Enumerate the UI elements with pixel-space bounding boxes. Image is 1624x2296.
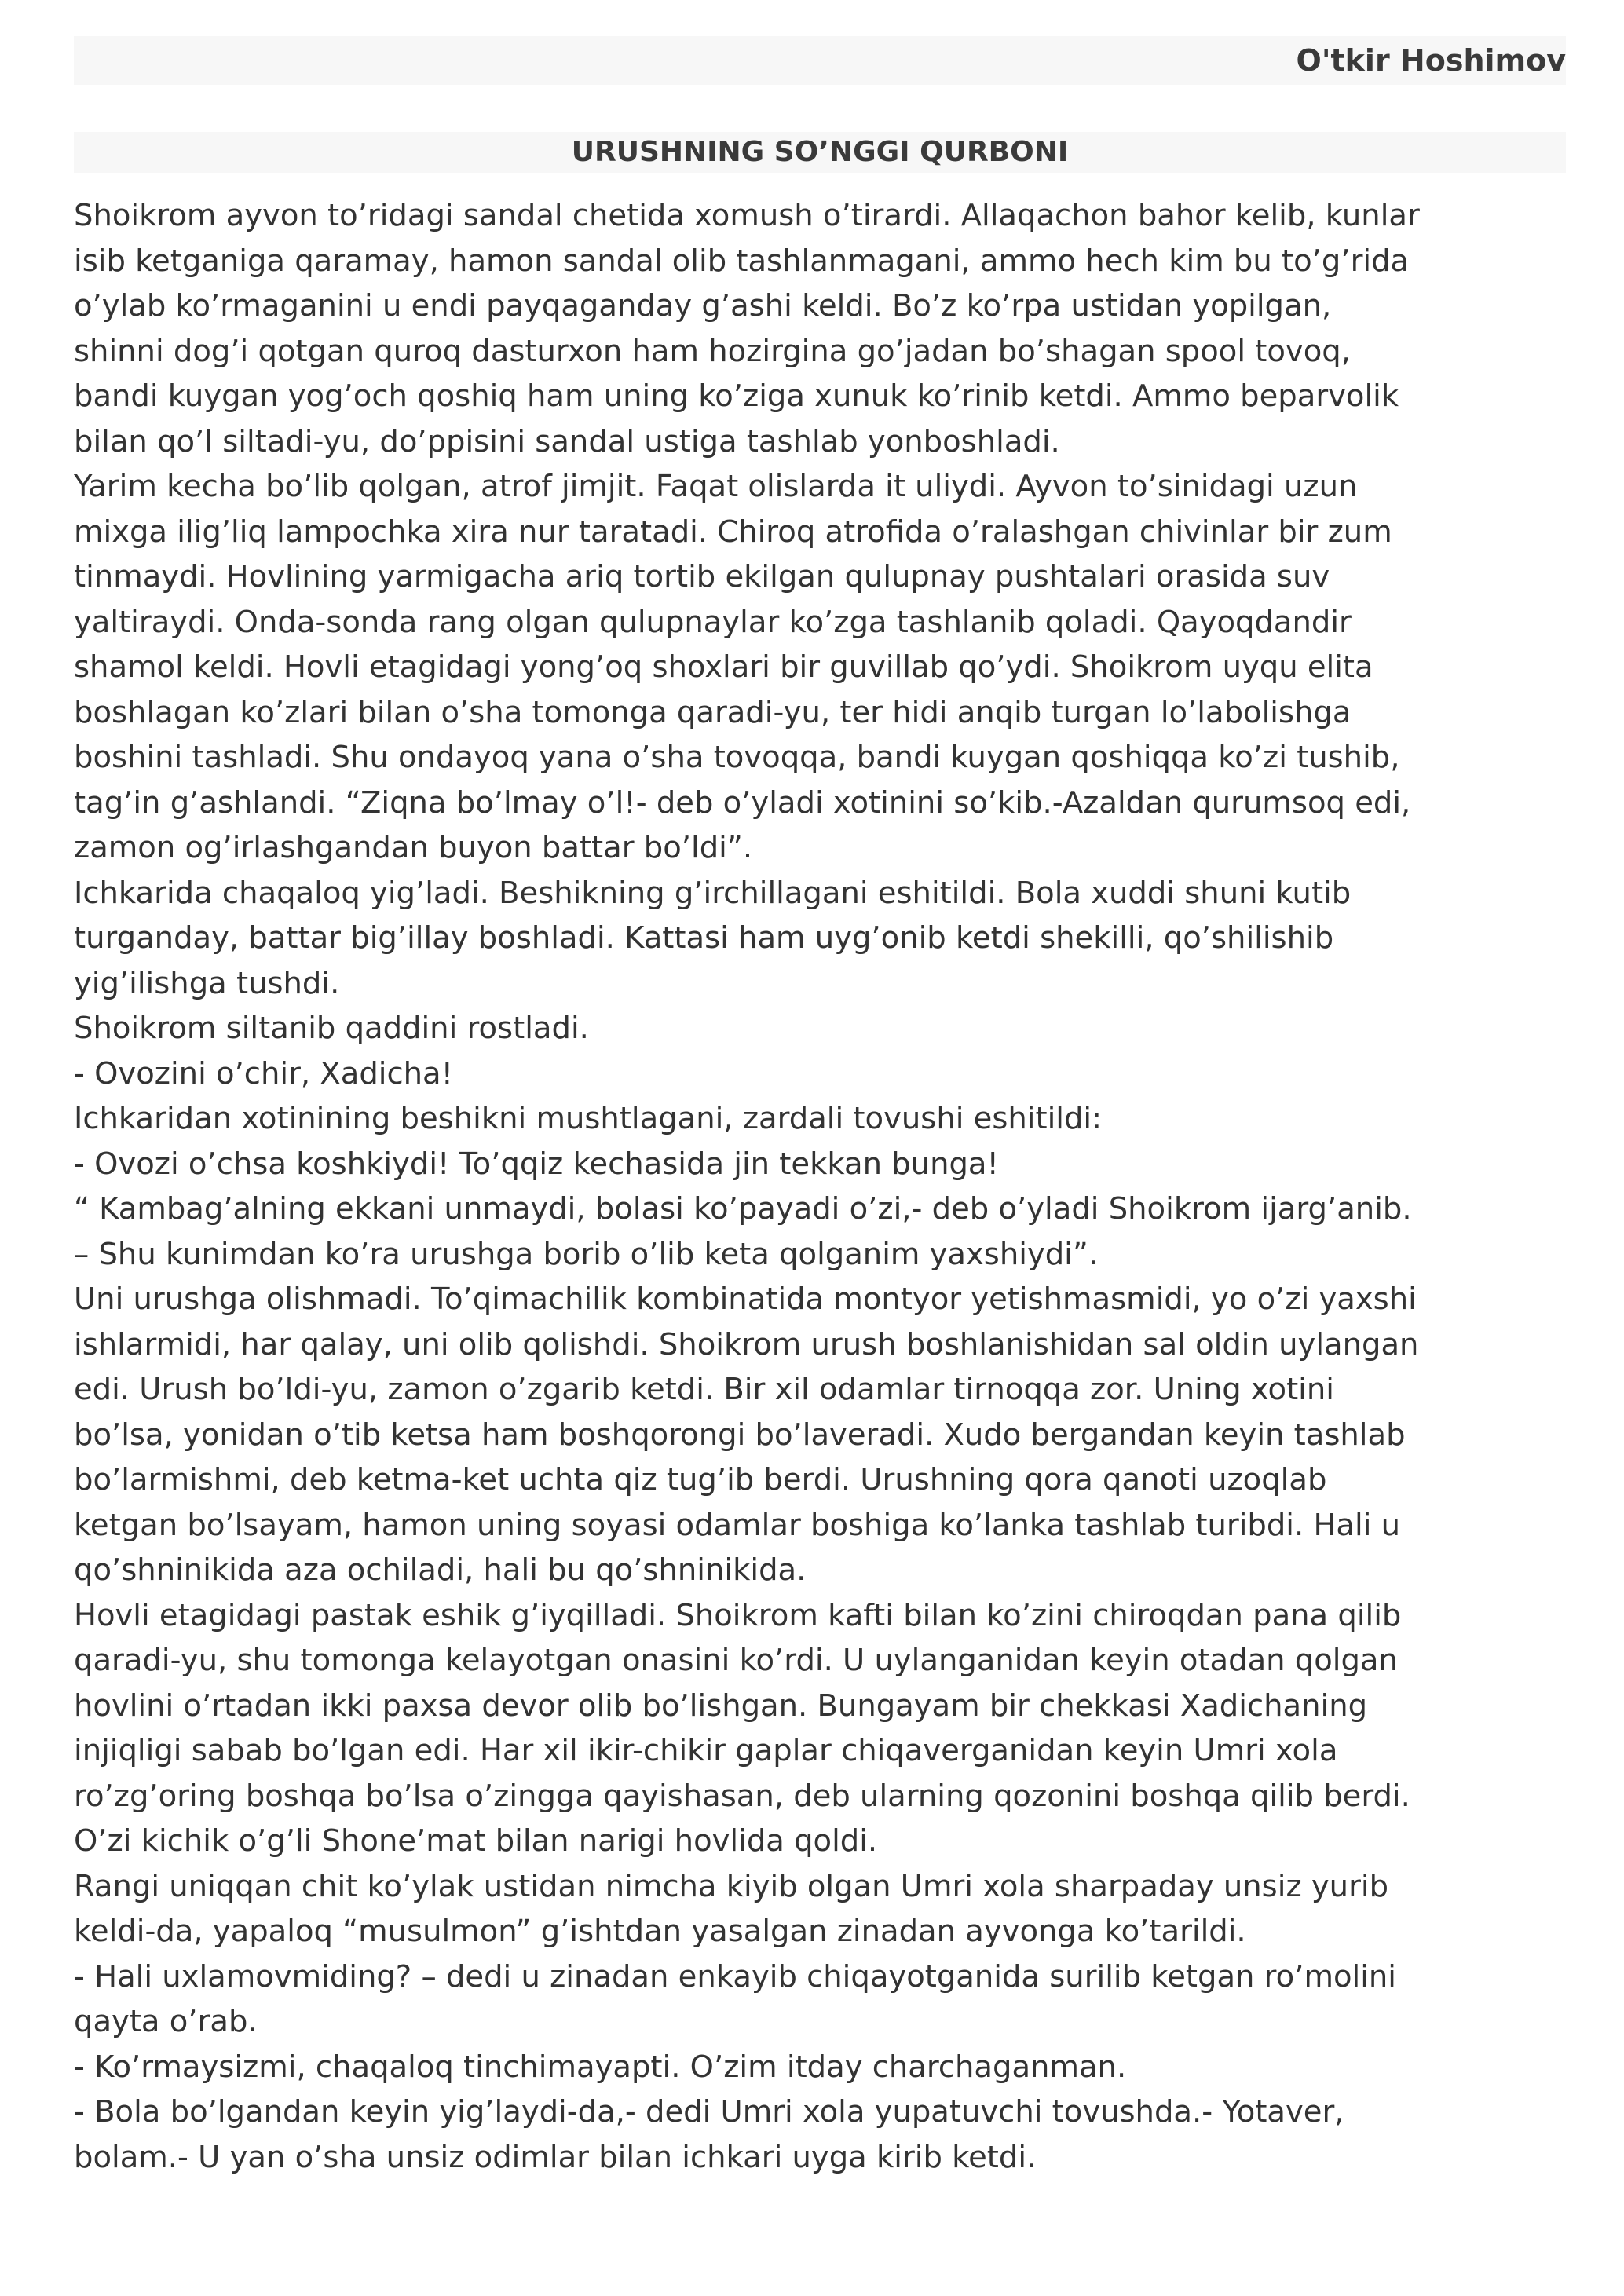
text-line: bo’larmishmi, deb ketma-ket uchta qiz tug’ib berdi. Urushning qora qanoti uzoqlab [74,1462,1327,1497]
text-line: Shoikrom ayvon to’ridagi sandal chetida xomush o’tirardi. Allaqachon bahor kelib, kunlar [74,198,1420,233]
paragraph [74,1006,1566,1051]
text-line: ketgan bo’lsayam, hamon uning soyasi odamlar boshiga ko’lanka tashlab turibdi. Hali u [74,1507,1401,1543]
text-line: shamol keldi. Hovli etagidagi yong’oq shoxlari bir guvillab qo’ydi. Shoikrom uyqu elita [74,649,1373,685]
story-body [74,193,1566,2180]
text-line: tinmaydi. Hovlining yarmigacha ariq tortib ekilgan qulupnay pushtalari orasida suv [74,559,1330,594]
text-line: Ichkaridan xotinining beshikni mushtlagani, zardali tovushi eshitildi: [74,1101,1103,1136]
paragraph [74,1954,1566,2045]
text-line: zamon og’irlashgandan buyon battar bo’ldi”. [74,830,753,865]
paragraph [74,1096,1566,1142]
text-line: Shoikrom siltanib qaddini rostladi. [74,1011,589,1046]
text-line: Yarim kecha bo’lib qolgan, atrof jimjit. Faqat olislarda it uliydi. Ayvon to’sinidagi uzun [74,469,1358,504]
author-header [74,36,1566,85]
text-line: turganday, battar big’illay boshladi. Kattasi ham uyg’onib ketdi shekilli, qo’shilishib [74,920,1334,956]
text-line: shinni dog’i qotgan quroq dasturxon ham hozirgina go’jadan bo’shagan spool tovoq, [74,333,1351,369]
author-name: O'tkir Hoshimov [1296,43,1566,78]
text-line: Hovli etagidagi pastak eshik g’iyqilladi. Shoikrom kafti bilan ko’zini chiroqdan pana qilib [74,1597,1402,1633]
text-line: – Shu kunimdan ko’ra urushga borib o’lib keta qolganim yaxshiydi”. [74,1236,1099,1272]
paragraph [74,193,1566,464]
text-line: edi. Urush bo’ldi-yu, zamon o’zgarib ketdi. Bir xil odamlar tirnoqqa zor. Uning xotini [74,1372,1334,1407]
paragraph [74,2089,1566,2180]
text-line: yaltiraydi. Onda-sonda rang olgan qulupnaylar ko’zga tashlanib qoladi. Qayoqdandir [74,604,1352,640]
text-line: hovlini o’rtadan ikki paxsa devor olib bo’lishgan. Bungayam bir chekkasi Xadichaning [74,1687,1368,1724]
text-line: Ichkarida chaqaloq yig’ladi. Beshikning g’irchillagani eshitildi. Bola xuddi shuni kutib [74,875,1352,911]
text-line: o’ylab ko’rmaganini u endi payqaganday g’ashi keldi. Bo’z ko’rpa ustidan yopilgan, [74,288,1332,324]
text-line: - Hali uxlamovmiding? – dedi u zinadan enkayib chiqayotganida surilib ketgan ro’molini [74,1958,1396,1994]
text-line: bolam.- U yan o’sha unsiz odimlar bilan ichkari uyga kirib ketdi. [74,2139,1037,2175]
text-line: bandi kuygan yog’och qoshiq ham uning ko’ziga xunuk ko’rinib ketdi. Ammo beparvolik [74,378,1399,414]
story-title: URUSHNING SO’NGGI QURBONI [571,136,1069,168]
title-header [74,132,1566,173]
text-line: boshlagan ko’zlari bilan o’sha tomonga qaradi-yu, ter hidi anqib turgan lo’labolishga [74,694,1352,730]
text-line: qo’shninikida aza ochiladi, hali bu qo’shninikida. [74,1552,807,1588]
paragraph [74,1186,1566,1277]
text-line: ishlarmidi, har qalay, uni olib qolishdi. Shoikrom urush boshlanishidan sal oldin uylangan [74,1326,1419,1362]
text-line: keldi-da, yapaloq “musulmon” g’ishtdan yasalgan zinadan ayvonga ko’tarildi. [74,1914,1246,1949]
text-line: boshini tashladi. Shu ondayoq yana o’sha tovoqqa, bandi kuygan qoshiqqa ko’zi tushib, [74,740,1400,775]
text-line: qaradi-yu, shu tomonga kelayotgan onasini ko’rdi. U uylanganidan keyin otadan qolgan [74,1643,1398,1678]
text-line: Rangi uniqqan chit ko’ylak ustidan nimcha kiyib olgan Umri xola sharpaday unsiz yurib [74,1868,1389,1904]
text-line: - Ovozini o’chir, Xadicha! [74,1055,454,1091]
paragraph [74,1593,1566,1864]
paragraph [74,1864,1566,1954]
paragraph [74,1051,1566,1097]
text-line: - Bola bo’lgandan keyin yig’laydi-da,- dedi Umri xola yupatuvchi tovushda.- Yotaver, [74,2094,1344,2130]
text-line: mixga ilig’liq lampochka xira nur taratadi. Chiroq atrofida o’ralashgan chivinlar bir zum [74,514,1392,550]
paragraph [74,464,1566,871]
document-page [74,36,1566,2180]
text-line: Uni urushga olishmadi. To’qimachilik kombinatida montyor yetishmasmidi, yo o’zi yaxshi [74,1281,1417,1317]
text-line: tag’in g’ashlandi. “Ziqna bo’lmay o’l!- deb o’yladi xotinini so’kib.-Azaldan qurumsoq edi, [74,784,1411,821]
text-line: “ Kambag’alning ekkani unmaydi, bolasi ko’payadi o’zi,- deb o’yladi Shoikrom ijarg’anib. [74,1191,1412,1227]
text-line: - Ko’rmaysizmi, chaqaloq tinchimayapti. O’zim itday charchaganman. [74,2049,1127,2085]
text-line: injiqligi sabab bo’lgan edi. Har xil ikir-chikir gaplar chiqaverganidan keyin Umri xola [74,1733,1338,1768]
paragraph [74,1142,1566,1187]
text-line: bilan qo’l siltadi-yu, do’ppisini sandal ustiga tashlab yonboshladi. [74,423,1060,459]
text-line: bo’lsa, yonidan o’tib ketsa ham boshqorongi bo’laveradi. Xudo bergandan keyin tashlab [74,1417,1406,1453]
text-line: ro’zg’oring boshqa bo’lsa o’zingga qayishasan, deb ularning qozonini boshqa qilib berdi. [74,1778,1410,1814]
paragraph [74,871,1566,1007]
text-line: O’zi kichik o’g’li Shone’mat bilan narigi hovlida qoldi. [74,1823,878,1859]
text-line: isib ketganiga qaramay, hamon sandal olib tashlanmagani, ammo hech kim bu to’g’rida [74,243,1410,279]
text-line: yig’ilishga tushdi. [74,965,340,1001]
text-line: qayta o’rab. [74,2004,258,2039]
text-line: - Ovozi o’chsa koshkiydi! To’qqiz kechasida jin tekkan bunga! [74,1146,999,1182]
paragraph [74,2045,1566,2090]
paragraph [74,1277,1566,1593]
